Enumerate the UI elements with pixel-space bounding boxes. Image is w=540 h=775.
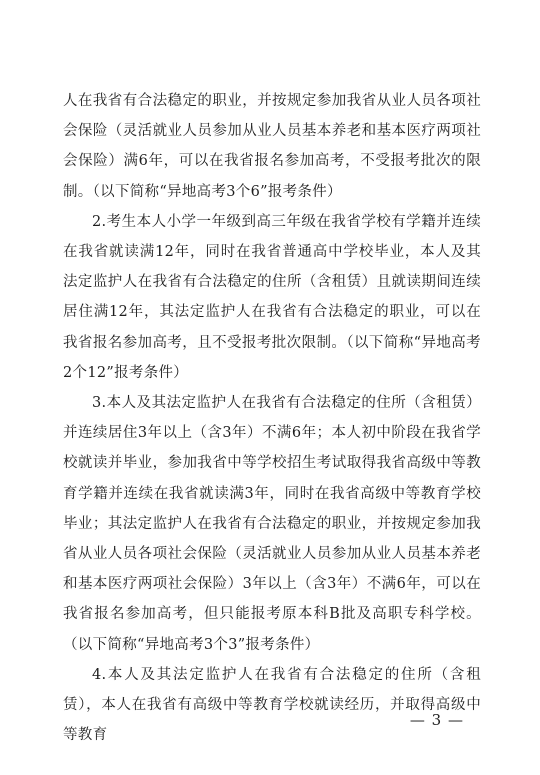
body-text	[63, 86, 481, 750]
paragraph-item-4: 4.本人及其法定监护人在我省有合法稳定的住所（含租赁），本人在我省有高级中等教育学校就读经历，并取得高级中等教育	[63, 666, 481, 744]
paragraph-item-2: 2.考生本人小学一年级到高三年级在我省学校有学籍并连续在我省就读满12年，同时在我省普通高中学校毕业，本人及其法定监护人在我省有合法稳定的住所（含租赁）且就读期间连续居住满12年，其法定监护人在我省有合法稳定的职业，可以在我省报名参加高考，且不受报考批次限制。（以下简称“异地高考2个12”报考条件）	[63, 213, 481, 381]
page-number: — 3 —	[409, 711, 464, 729]
paragraph-item-3: 3.本人及其法定监护人在我省有合法稳定的住所（含租赁）并连续居住3年以上（含3年）不满6年；本人初中阶段在我省学校就读并毕业，参加我省中等学校招生考试取得我省高级中等教育学籍并连续在我省就读满3年，同时在我省高级中等教育学校毕业；其法定监护人在我省有合法稳定的职业，并按规定参加我省从业人员各项社会保险（灵活就业人员参加从业人员基本养老和基本医疗两项社会保险）3年以上（含3年）不满6年，可以在我省报名参加高考，但只能报考原本科B批及高职专科学校。（以下简称“异地高考3个3”报考条件）	[63, 395, 481, 653]
paragraph-continuation: 人在我省有合法稳定的职业，并按规定参加我省从业人员各项社会保险（灵活就业人员参加从业人员基本养老和基本医疗两项社会保险）满6年，可以在我省报名参加高考，不受报考批次的限制。（以下简称“异地高考3个6”报考条件）	[63, 93, 481, 200]
